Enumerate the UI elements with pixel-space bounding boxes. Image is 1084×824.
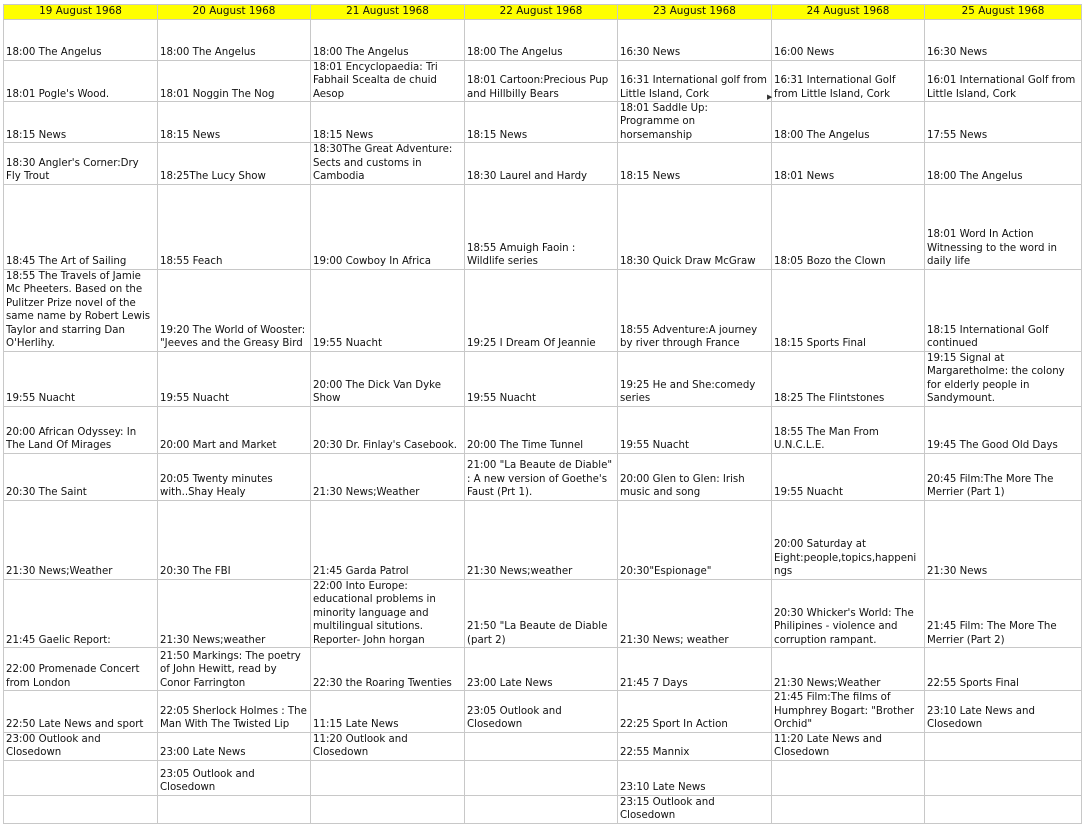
- programme-text: 20:00 The Time Tunnel: [467, 440, 584, 451]
- schedule-cell[interactable]: [4, 648, 158, 691]
- schedule-cell[interactable]: [158, 102, 311, 143]
- programme-text: 19:55 Nuacht: [467, 393, 536, 404]
- schedule-cell[interactable]: [465, 453, 618, 500]
- schedule-cell[interactable]: [4, 691, 158, 733]
- schedule-cell[interactable]: [158, 579, 311, 648]
- programme-text: 19:25 He and She:comedy series: [620, 379, 756, 404]
- schedule-cell[interactable]: [4, 143, 158, 185]
- table-row: [4, 351, 1082, 406]
- programme-text: 18:00 The Angelus: [927, 171, 1023, 182]
- schedule-cell[interactable]: [925, 795, 1082, 823]
- programme-text: 18:30The Great Adventure: Sects and customs in Cambodia: [313, 144, 453, 182]
- table-row: [4, 453, 1082, 500]
- schedule-cell[interactable]: [925, 19, 1082, 60]
- programme-text: 20:45 Film:The More The Merrier (Part 1): [927, 473, 1054, 498]
- programme-text: 18:30 Laurel and Hardy: [467, 171, 588, 182]
- programme-text: 18:15 News: [6, 129, 67, 141]
- schedule-cell[interactable]: [158, 691, 311, 733]
- schedule-cell[interactable]: [4, 795, 158, 823]
- date-header-1[interactable]: 19 August 1968: [4, 5, 158, 20]
- schedule-cell[interactable]: [618, 732, 772, 760]
- programme-text: 19:55 Nuacht: [620, 440, 689, 451]
- programme-text: 18:15 News: [160, 129, 221, 141]
- table-row: [4, 406, 1082, 453]
- programme-text: 19:55 Nuacht: [160, 393, 229, 404]
- schedule-cell[interactable]: [4, 269, 158, 351]
- programme-text: 22:50 Late News and sport: [6, 719, 144, 730]
- programme-text: 21:30 News;weather: [467, 566, 573, 577]
- table-row: [4, 184, 1082, 269]
- schedule-cell[interactable]: [4, 500, 158, 579]
- table-row: [4, 795, 1082, 823]
- programme-text: 21:50 "La Beaute de Diable (part 2): [467, 621, 608, 646]
- schedule-cell[interactable]: [465, 406, 618, 453]
- programme-text: 18:15 Sports Final: [774, 338, 866, 349]
- programme-text: 18:55 The Man From U.N.C.L.E.: [774, 426, 879, 451]
- schedule-cell[interactable]: [925, 269, 1082, 351]
- schedule-cell[interactable]: [772, 102, 925, 143]
- schedule-cell[interactable]: [465, 102, 618, 143]
- schedule-cell[interactable]: [158, 143, 311, 185]
- schedule-cell[interactable]: [158, 184, 311, 269]
- programme-text: 20:30 Whicker's World: The Philipines - violence and corruption rampant.: [774, 607, 914, 646]
- programme-text: 21:30 News; weather: [620, 634, 729, 646]
- schedule-cell[interactable]: [772, 691, 925, 733]
- schedule-cell[interactable]: [311, 269, 465, 351]
- programme-text: 18:01 Cartoon:Precious Pup and Hillbilly Bears: [467, 75, 609, 100]
- schedule-cell[interactable]: [311, 406, 465, 453]
- schedule-cell[interactable]: [772, 60, 925, 102]
- schedule-cell[interactable]: [4, 732, 158, 760]
- schedule-cell[interactable]: [158, 406, 311, 453]
- schedule-cell[interactable]: [158, 760, 311, 795]
- schedule-cell[interactable]: [4, 351, 158, 406]
- schedule-cell[interactable]: [772, 269, 925, 351]
- programme-text: 18:00 The Angelus: [313, 47, 409, 58]
- schedule-cell[interactable]: [772, 732, 925, 760]
- programme-text: 18:01 Encyclopaedia: Tri Fabhail Scealta de chuid Aesop: [313, 61, 438, 100]
- programme-text: 18:15 News: [313, 129, 374, 141]
- programme-text: 20:30"Espionage": [620, 566, 712, 577]
- programme-text: 20:05 Twenty minutes with..Shay Healy: [160, 473, 273, 498]
- schedule-cell[interactable]: [158, 732, 311, 760]
- schedule-cell[interactable]: [925, 60, 1082, 102]
- schedule-cell[interactable]: [465, 500, 618, 579]
- schedule-cell[interactable]: [618, 406, 772, 453]
- schedule-cell[interactable]: [465, 732, 618, 760]
- programme-text: 20:30 The FBI: [160, 566, 231, 577]
- schedule-cell[interactable]: [772, 795, 925, 823]
- programme-text: 18:15 News: [467, 129, 528, 141]
- programme-text: 21:45 Film:The films of Humphrey Bogart: "Brother Orchid": [774, 692, 915, 730]
- programme-text: 18:25 The Flintstones: [774, 393, 885, 404]
- schedule-cell[interactable]: [618, 795, 772, 823]
- programme-text: 23:00 Outlook and Closedown: [6, 733, 101, 758]
- programme-text: 18:00 The Angelus: [774, 129, 870, 141]
- schedule-cell[interactable]: [311, 19, 465, 60]
- schedule-grid: [3, 4, 1082, 824]
- schedule-cell[interactable]: [311, 453, 465, 500]
- schedule-cell[interactable]: [925, 648, 1082, 691]
- schedule-cell[interactable]: [465, 143, 618, 185]
- schedule-cell[interactable]: [925, 691, 1082, 733]
- programme-text: 20:00 African Odyssey: In The Land Of Mirages: [6, 426, 137, 451]
- schedule-cell[interactable]: [4, 60, 158, 102]
- programme-text: 21:30 News;Weather: [774, 677, 881, 689]
- schedule-cell[interactable]: [158, 453, 311, 500]
- programme-text: 11:15 Late News: [313, 719, 399, 730]
- schedule-cell[interactable]: [311, 500, 465, 579]
- programme-text: 16:30 News: [927, 47, 988, 58]
- schedule-cell[interactable]: [465, 760, 618, 795]
- programme-text: 18:45 The Art of Sailing: [6, 256, 127, 267]
- schedule-cell[interactable]: [465, 691, 618, 733]
- schedule-cell[interactable]: [158, 648, 311, 691]
- programme-text: 21:00 "La Beaute de Diable" : A new version of Goethe's Faust (Prt 1).: [467, 460, 613, 498]
- schedule-cell[interactable]: [4, 760, 158, 795]
- schedule-cell[interactable]: [4, 406, 158, 453]
- schedule-cell[interactable]: [618, 102, 772, 143]
- programme-text: 18:55 Amuigh Faoin : Wildlife series: [467, 242, 576, 267]
- programme-text: 20:30 The Saint: [6, 487, 87, 498]
- programme-text: 18:01 Saddle Up: Programme on horsemanship: [620, 102, 708, 141]
- fill-handle-icon: ▶: [767, 93, 773, 101]
- programme-text: 23:10 Late News and Closedown: [927, 705, 1035, 730]
- schedule-cell[interactable]: [772, 184, 925, 269]
- schedule-cell[interactable]: [465, 19, 618, 60]
- schedule-cell[interactable]: [311, 795, 465, 823]
- schedule-cell[interactable]: [772, 648, 925, 691]
- programme-text: 22:55 Sports Final: [927, 677, 1019, 689]
- table-row: [4, 500, 1082, 579]
- programme-text: 16:30 News: [620, 47, 681, 58]
- programme-text: 22:05 Sherlock Holmes : The Man With The Twisted Lip: [160, 705, 307, 730]
- schedule-cell[interactable]: [465, 269, 618, 351]
- programme-text: 16:01 International Golf from Little Island, Cork: [927, 75, 1076, 100]
- schedule-cell[interactable]: [465, 579, 618, 648]
- programme-text: 21:45 Garda Patrol: [313, 566, 409, 577]
- schedule-cell[interactable]: [925, 732, 1082, 760]
- schedule-cell[interactable]: [158, 19, 311, 60]
- schedule-cell[interactable]: [311, 648, 465, 691]
- programme-text: 18:55 Adventure:A journey by river through France: [620, 324, 758, 349]
- schedule-cell[interactable]: [465, 648, 618, 691]
- programme-text: 11:20 Outlook and Closedown: [313, 733, 408, 758]
- programme-text: 19:45 The Good Old Days: [927, 440, 1058, 451]
- programme-text: 21:30 News: [927, 566, 988, 577]
- schedule-cell[interactable]: [311, 102, 465, 143]
- programme-text: 21:45 Gaelic Report:: [6, 634, 111, 646]
- schedule-cell[interactable]: [311, 732, 465, 760]
- schedule-cell[interactable]: [158, 795, 311, 823]
- schedule-cell[interactable]: [772, 406, 925, 453]
- programme-text: 19:20 The World of Wooster: "Jeeves and the Greasy Bird: [160, 324, 306, 349]
- schedule-cell[interactable]: [4, 19, 158, 60]
- schedule-cell[interactable]: [925, 453, 1082, 500]
- schedule-cell[interactable]: [618, 648, 772, 691]
- schedule-cell[interactable]: [311, 579, 465, 648]
- programme-text: 23:05 Outlook and Closedown: [467, 705, 562, 730]
- programme-text: 18:00 The Angelus: [6, 47, 102, 58]
- schedule-cell[interactable]: [4, 184, 158, 269]
- programme-text: 23:00 Late News: [160, 747, 246, 758]
- schedule-cell[interactable]: [465, 60, 618, 102]
- schedule-cell[interactable]: [158, 269, 311, 351]
- schedule-cell[interactable]: [772, 453, 925, 500]
- schedule-cell[interactable]: [618, 500, 772, 579]
- programme-text: 21:50 Markings: The poetry of John Hewitt, read by Conor Farrington: [160, 650, 301, 689]
- schedule-cell[interactable]: [772, 579, 925, 648]
- schedule-cell[interactable]: [618, 579, 772, 648]
- programme-text: 18:15 International Golf continued: [927, 324, 1049, 349]
- table-row: [4, 691, 1082, 733]
- schedule-cell[interactable]: [311, 760, 465, 795]
- schedule-cell[interactable]: [925, 102, 1082, 143]
- schedule-cell[interactable]: [311, 184, 465, 269]
- programme-text: 18:55 The Travels of Jamie Mc Pheeters. Based on the Pulitzer Prize novel of the same name by Robert Lewis Taylor and starring Dan O'Herlihy.: [6, 270, 151, 349]
- date-header-6[interactable]: 24 August 1968: [772, 5, 925, 20]
- programme-text: 19:15 Signal at Margaretholme: the colony for elderly people in Sandymount.: [927, 352, 1065, 404]
- programme-text: 18:01 News: [774, 171, 835, 182]
- programme-text: 18:25The Lucy Show: [160, 171, 266, 182]
- programme-text: 23:10 Late News: [620, 782, 706, 793]
- table-row: [4, 19, 1082, 60]
- schedule-cell[interactable]: [925, 579, 1082, 648]
- programme-text: 11:20 Late News and Closedown: [774, 733, 882, 758]
- schedule-cell[interactable]: [4, 453, 158, 500]
- programme-text: 18:30 Quick Draw McGraw: [620, 256, 756, 267]
- schedule-cell[interactable]: [4, 579, 158, 648]
- schedule-cell[interactable]: [618, 453, 772, 500]
- programme-text: 20:00 Glen to Glen: Irish music and song: [620, 473, 745, 498]
- schedule-cell[interactable]: [311, 351, 465, 406]
- schedule-cell[interactable]: [925, 500, 1082, 579]
- schedule-cell[interactable]: [925, 406, 1082, 453]
- schedule-cell[interactable]: [618, 143, 772, 185]
- programme-text: 22:30 the Roaring Twenties: [313, 677, 452, 689]
- schedule-cell[interactable]: [618, 351, 772, 406]
- programme-text: 19:55 Nuacht: [774, 487, 843, 498]
- programme-text: 21:30 News;Weather: [313, 487, 420, 498]
- schedule-cell[interactable]: [465, 795, 618, 823]
- schedule-cell[interactable]: [311, 691, 465, 733]
- programme-text: 19:55 Nuacht: [313, 338, 382, 349]
- schedule-cell[interactable]: [618, 691, 772, 733]
- programme-text: 23:15 Outlook and Closedown: [620, 796, 715, 821]
- programme-text: 17:55 News: [927, 129, 988, 141]
- programme-text: 19:55 Nuacht: [6, 393, 75, 404]
- schedule-cell[interactable]: [618, 269, 772, 351]
- programme-text: 22:00 Promenade Concert from London: [6, 664, 140, 689]
- schedule-cell[interactable]: [772, 500, 925, 579]
- table-row: [4, 648, 1082, 691]
- programme-text: 18:30 Angler's Corner:Dry Fly Trout: [6, 157, 139, 182]
- programme-text: 16:31 International golf from Little Island, Cork: [620, 75, 767, 100]
- header-row: [4, 5, 1082, 20]
- date-header-5[interactable]: 23 August 1968: [618, 5, 772, 20]
- programme-text: 23:00 Late News: [467, 677, 553, 689]
- programme-text: 18:01 Word In Action Witnessing to the word in daily life: [927, 229, 1057, 267]
- schedule-cell[interactable]: [4, 102, 158, 143]
- schedule-cell[interactable]: [925, 760, 1082, 795]
- table-row: [4, 102, 1082, 143]
- schedule-cell[interactable]: [311, 143, 465, 185]
- programme-text: 23:05 Outlook and Closedown: [160, 768, 255, 793]
- programme-text: 21:30 News;Weather: [6, 566, 113, 577]
- schedule-cell[interactable]: [465, 351, 618, 406]
- schedule-cell[interactable]: [158, 60, 311, 102]
- schedule-cell[interactable]: [772, 143, 925, 185]
- schedule-cell[interactable]: [925, 184, 1082, 269]
- schedule-cell[interactable]: [618, 184, 772, 269]
- date-header-2[interactable]: 20 August 1968: [158, 5, 311, 20]
- programme-text: 22:55 Mannix: [620, 747, 690, 758]
- programme-text: 20:30 Dr. Finlay's Casebook.: [313, 440, 458, 451]
- table-row: [4, 760, 1082, 795]
- programme-text: 21:30 News;weather: [160, 634, 266, 646]
- table-row: [4, 732, 1082, 760]
- programme-text: 19:25 I Dream Of Jeannie: [467, 338, 596, 349]
- programme-text: 18:00 The Angelus: [467, 47, 563, 58]
- date-header-3[interactable]: 21 August 1968: [311, 5, 465, 20]
- schedule-cell[interactable]: [158, 500, 311, 579]
- schedule-cell[interactable]: [465, 184, 618, 269]
- programme-text: 20:00 The Dick Van Dyke Show: [313, 379, 441, 404]
- programme-text: 18:01 Pogle's Wood.: [6, 88, 110, 100]
- programme-text: 18:15 News: [620, 171, 681, 182]
- programme-text: 19:00 Cowboy In Africa: [313, 256, 431, 267]
- schedule-cell[interactable]: [925, 143, 1082, 185]
- programme-text: 20:00 Mart and Market: [160, 440, 277, 451]
- schedule-cell[interactable]: [925, 351, 1082, 406]
- programme-text: 22:00 Into Europe: educational problems in minority language and multilingual situtions. Reporter- John horgan: [313, 580, 436, 646]
- schedule-cell[interactable]: [618, 760, 772, 795]
- table-row: [4, 60, 1082, 102]
- programme-text: 16:31 International Golf from Little Island, Cork: [774, 75, 896, 100]
- programme-text: 18:01 Noggin The Nog: [160, 88, 275, 100]
- programme-text: 21:45 7 Days: [620, 677, 688, 689]
- programme-text: 18:05 Bozo the Clown: [774, 256, 886, 267]
- date-header-7[interactable]: 25 August 1968: [925, 5, 1082, 20]
- date-header-4[interactable]: 22 August 1968: [465, 5, 618, 20]
- schedule-cell[interactable]: [772, 351, 925, 406]
- programme-text: 18:55 Feach: [160, 256, 223, 267]
- schedule-cell[interactable]: [618, 19, 772, 60]
- table-row: [4, 269, 1082, 351]
- schedule-cell[interactable]: [772, 19, 925, 60]
- schedule-cell[interactable]: [618, 60, 772, 102]
- programme-text: 18:00 The Angelus: [160, 47, 256, 58]
- programme-text: 20:00 Saturday at Eight:people,topics,happenings: [774, 539, 917, 577]
- schedule-cell[interactable]: [158, 351, 311, 406]
- programme-text: 22:25 Sport In Action: [620, 719, 728, 730]
- programme-text: 21:45 Film: The More The Merrier (Part 2): [927, 621, 1057, 646]
- schedule-cell[interactable]: [772, 760, 925, 795]
- programme-text: 16:00 News: [774, 47, 835, 58]
- table-row: [4, 143, 1082, 185]
- table-row: [4, 579, 1082, 648]
- schedule-cell[interactable]: [311, 60, 465, 102]
